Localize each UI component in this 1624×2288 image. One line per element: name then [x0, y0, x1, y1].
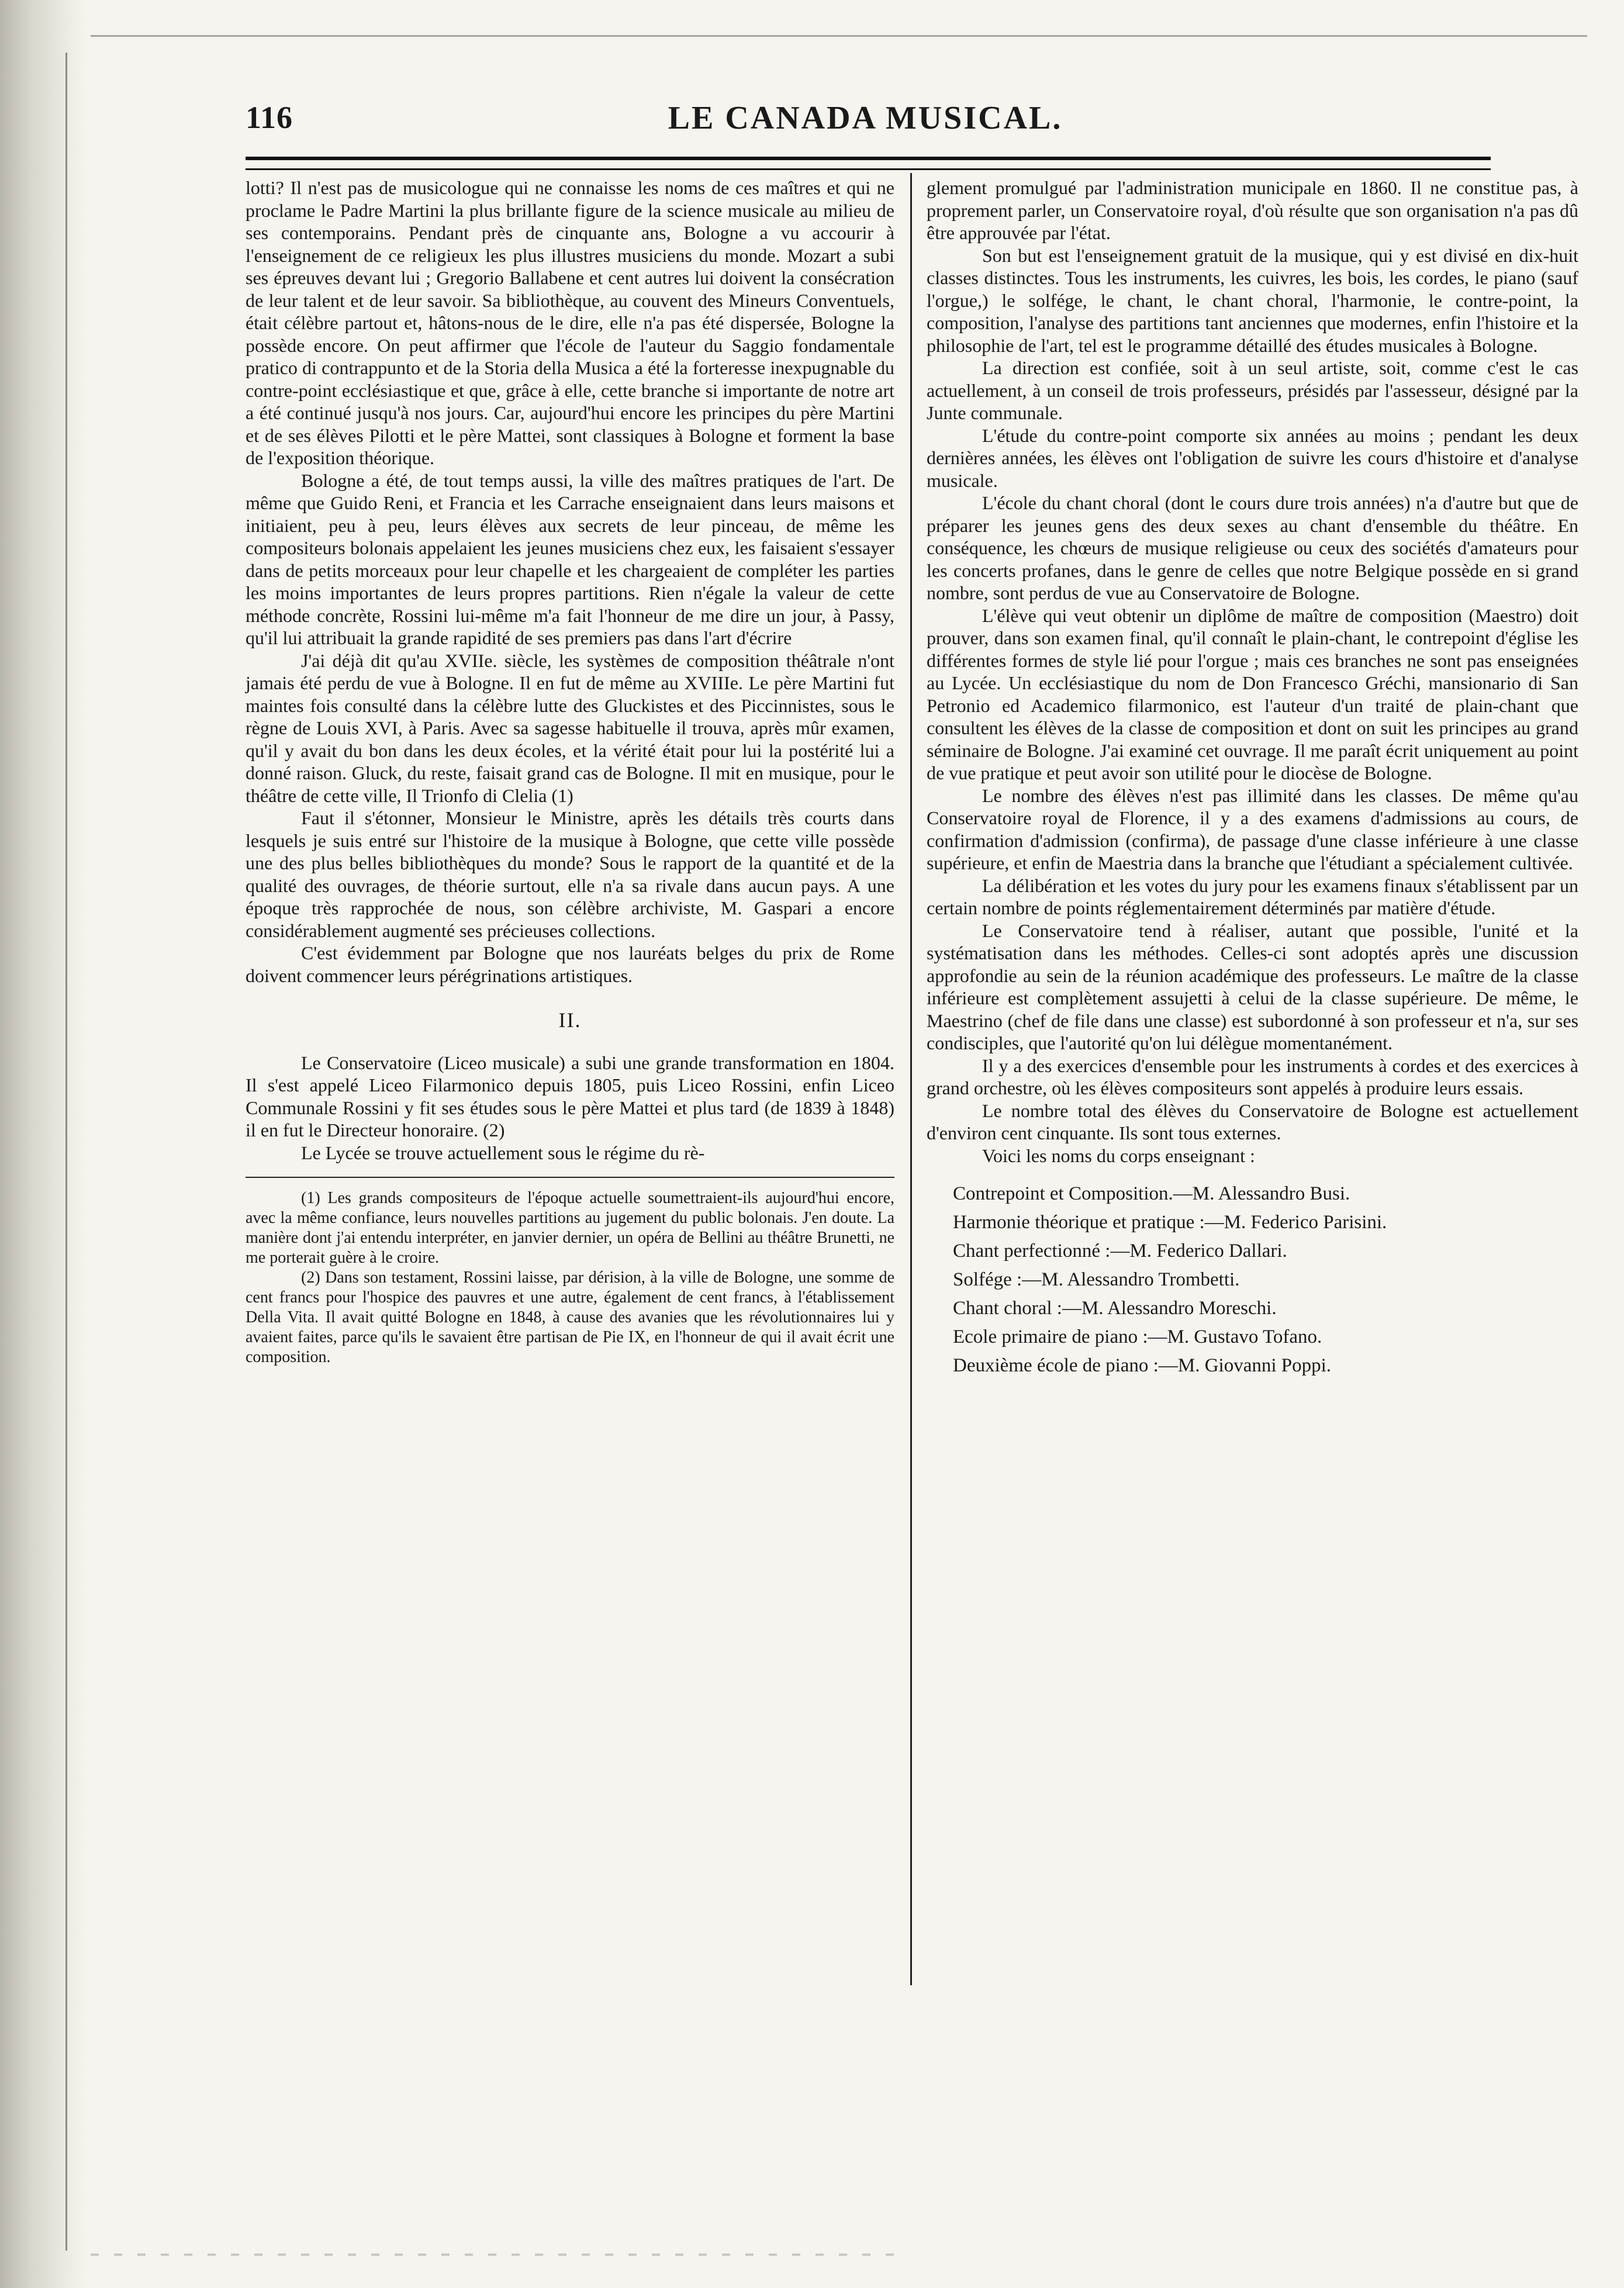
footnote: (1) Les grands compositeurs de l'époque actuelle soumettraient-ils aujourd'hui encore, avec la même confiance, leurs nouvelles partitions au jugement du public bolonais. J'en doute. La manière dont j'ai entendu interpréter, en janvier dernier, un opéra de Bellini au théâtre Brunetti, ne me porterait guère à le croire. [246, 1189, 894, 1267]
journal-title: LE CANADA MUSICAL. [668, 100, 1063, 136]
paragraph: C'est évidemment par Bologne que nos lauréats belges du prix de Rome doivent commencer leurs pérégrinations artistiques. [246, 942, 894, 986]
footnote-rule [246, 1177, 894, 1178]
paragraph: La délibération et les votes du jury pour les examens finaux s'établissent par un certain nombre de points réglementairement déterminés par matière d'étude. [927, 875, 1578, 918]
page-header [246, 99, 1590, 152]
paragraph: Le Conservatoire tend à réaliser, autant que possible, l'unité et la systématisation dans les méthodes. Celles-ci sont adoptés après une discussion approfondie au sein de la réunion académique des professeurs. Le maître de la classe inférieure est complètement assujetti à celui de la classe supérieure. De même, le Maestrino (chef de file dans une classe) est subordonné à son professeur et n'a, sur ses condisciples, que l'autorité qu'on lui délègue momentanément. [927, 920, 1578, 1053]
paragraph: Bologne a été, de tout temps aussi, la ville des maîtres pratiques de l'art. De même que Guido Reni, et Francia et les Carrache enseignaient dans leurs maisons et initiaient, peu à peu, leurs élèves aux secrets de leur pinceau, de même les compositeurs bolonais appelaient les jeunes musiciens chez eux, les faisaient s'essayer dans de petits morceaux pour leur chapelle et les chargeaient de compléter les parties les moins importantes de leurs propres partitions. Rien n'égale la valeur de cette méthode concrète, Rossini lui-même m'a fait l'honneur de me dire un jour, à Passy, qu'il lui attribuait la grande rapidité de ses premiers pas dans l'art d'écrire [246, 469, 894, 648]
staff-item: Contrepoint et Composition.—M. Alessandro Busi. [953, 1183, 1350, 1204]
section-heading: II. [558, 1008, 582, 1032]
staff-item: Solfége :—M. Alessandro Trombetti. [953, 1269, 1240, 1290]
paragraph: L'étude du contre-point comporte six années au moins ; pendant les deux dernières années, les élèves ont l'obligation de suivre les cours d'histoire et d'analyse musicale. [927, 424, 1578, 491]
left-column [246, 177, 894, 1367]
column-divider [910, 173, 912, 1985]
paragraph: Son but est l'enseignement gratuit de la musique, qui y est divisé en dix-huit classes distinctes. Tous les instruments, les cuivres, les bois, les cordes, le piano (sauf l'orgue,) le solfége, le chant, le chant choral, l'harmonie, le contre-point, la composition, l'analyse des partitions tant anciennes que modernes, enfin l'histoire et la philosophie de l'art, tel est le programme détaillé des études musicales à Bologne. [927, 244, 1578, 356]
paragraph: Voici les noms du corps enseignant : [982, 1145, 1255, 1166]
scan-noise [91, 2254, 909, 2256]
paragraph: glement promulgué par l'administration municipale en 1860. Il ne constitue pas, à proprement parler, un Conservatoire royal, d'où résulte que son organisation n'a pas dû être approuvée par l'état. [927, 177, 1578, 243]
paragraph: L'élève qui veut obtenir un diplôme de maître de composition (Maestro) doit prouver, dans son examen final, qu'il connaît le plain-chant, le contrepoint d'église les différentes formes de style lié pour l'orgue ; mais ces branches ne sont pas enseignées au Lycée. Un ecclésiastique du nom de Don Francesco Gréchi, mansionario di San Petronio ed Academico filarmonico, est l'auteur d'un traité de plain-chant que consultent les élèves de la classe de composition et dont on suit les principes au grand séminaire de Bologne. J'ai examiné cet ouvrage. Il me paraît écrit uniquement au point de vue pratique et peut avoir son utilité pour le diocèse de Bologne. [927, 604, 1578, 783]
paragraph: Le Conservatoire (Liceo musicale) a subi une grande transformation en 1804. Il s'est appelé Liceo Filarmonico depuis 1805, puis Liceo Rossini, enfin Liceo Communale Rossini y fit ses études sous le père Mattei et plus tard (de 1839 à 1848) il en fut le Directeur honoraire. (2) [246, 1052, 894, 1140]
paragraph: Le Lycée se trouve actuellement sous le régime du rè- [301, 1142, 705, 1163]
paragraph: J'ai déjà dit qu'au XVIIe. siècle, les systèmes de composition théâtrale n'ont jamais été perdu de vue à Bologne. Il en fut de même au XVIIIe. Le père Martini fut maintes fois consulté dans la célèbre lutte des Gluckistes et des Piccinnistes, sous le règne de Louis XVI, à Paris. Avec sa sagesse habituelle il trouva, après mûr examen, qu'il y avait du bon dans les deux écoles, et la vérité était pour lui la postérité lui a donné raison. Gluck, du reste, faisait grand cas de Bologne. Il mit en musique, pour le théâtre de cette ville, Il Trionfo di Clelia (1) [246, 649, 894, 806]
paragraph: Le nombre des élèves n'est pas illimité dans les classes. De même qu'au Conservatoire royal de Florence, il y a des examens d'admissions au cours, de confirmation d'admission (confirma), de passage d'une classe inférieure à une classe supérieure, et enfin de Maestria dans la branche que l'étudiant a spécialement cultivée. [927, 784, 1578, 873]
staff-item: Ecole primaire de piano :—M. Gustavo Tofano. [953, 1326, 1322, 1347]
binding-edge [0, 0, 88, 2288]
footnote: (2) Dans son testament, Rossini laisse, par dérision, à la ville de Bologne, une somme de cent francs pour l'hospice des pauvres et une autre, également de cent francs, à l'établissement Della Vita. Il avait quitté Bologne en 1848, à cause des avanies que les révolutionnaires lui y avaient faites, parce qu'ils le savaient être partisan de Pie IX, en l'honneur de qui il avait écrit une composition. [246, 1269, 894, 1366]
paragraph: Il y a des exercices d'ensemble pour les instruments à cordes et des exercices à grand orchestre, où les élèves compositeurs sont appelés à produire leurs essais. [927, 1055, 1578, 1098]
paragraph: Faut il s'étonner, Monsieur le Ministre, après les détails très courts dans lesquels je suis entré sur l'histoire de la musique à Bologne, que cette ville possède une des plus belles bibliothèques du monde? Sous le rapport de la quantité et de la qualité des ouvrages, de théorie surtout, elle n'a sa rivale dans aucun pays. A une époque très rapprochée de nous, son célèbre archiviste, M. Gaspari a encore considérablement augmenté ses précieuses collections. [246, 807, 894, 941]
binding-line [65, 53, 67, 2251]
paragraph: lotti? Il n'est pas de musicologue qui ne connaisse les noms de ces maîtres et qui ne proclame le Padre Martini la plus brillante figure de la science musicale au milieu de ses contemporains. Pendant près de cinquante ans, Bologne a vu accourir à l'enseignement de ce religieux les plus illustres musiciens du monde. Mozart a subi ses épreuves devant lui ; Gregorio Ballabene et cent autres lui doivent la consécration de leur talent et de leur savoir. Sa bibliothèque, au couvent des Mineurs Conventuels, était célèbre partout et, hâtons-nous de le dire, elle n'a pas été dispersée, Bologne la possède encore. On peut affirmer que l'école de l'auteur du Saggio fondamentale pratico di contrappunto et de la Storia della Musica a été la forteresse inexpugnable du contre-point ecclésiastique et que, grâce à elle, cette branche si importante de notre art a été continué jusqu'à nos jours. Car, aujourd'hui encore les principes du père Martini et de ses élèves Pilotti et le père Mattei, sont classiques à Bologne et forment la base de l'exposition théorique. [246, 177, 894, 468]
page-number: 116 [246, 100, 293, 135]
right-column [927, 177, 1578, 1380]
page-top-edge [91, 35, 1587, 37]
staff-list [927, 1180, 1578, 1380]
paragraph: L'école du chant choral (dont le cours dure trois années) n'a d'autre but que de préparer les jeunes gens des deux sexes au chant d'ensemble du théâtre. En conséquence, les chœurs de musique religieuse ou ceux des sociétés d'amateurs pour les concerts profanes, dans le genre de celles que notre Belgique possède en si grand nombre, sont perdus de vue au Conservatoire de Bologne. [927, 492, 1578, 603]
header-rule [246, 157, 1491, 170]
paragraph: La direction est confiée, soit à un seul artiste, soit, comme c'est le cas actuellement, à un conseil de trois professeurs, présidés par l'assesseur, désigné par la Junte communale. [927, 357, 1578, 423]
staff-item: Harmonie théorique et pratique :—M. Federico Parisini. [953, 1212, 1387, 1233]
paragraph: Le nombre total des élèves du Conservatoire de Bologne est actuellement d'environ cent cinquante. Ils sont tous externes. [927, 1100, 1578, 1143]
staff-item: Deuxième école de piano :—M. Giovanni Poppi. [953, 1355, 1332, 1376]
staff-item: Chant perfectionné :—M. Federico Dallari. [953, 1240, 1287, 1261]
staff-item: Chant choral :—M. Alessandro Moreschi. [953, 1298, 1277, 1319]
